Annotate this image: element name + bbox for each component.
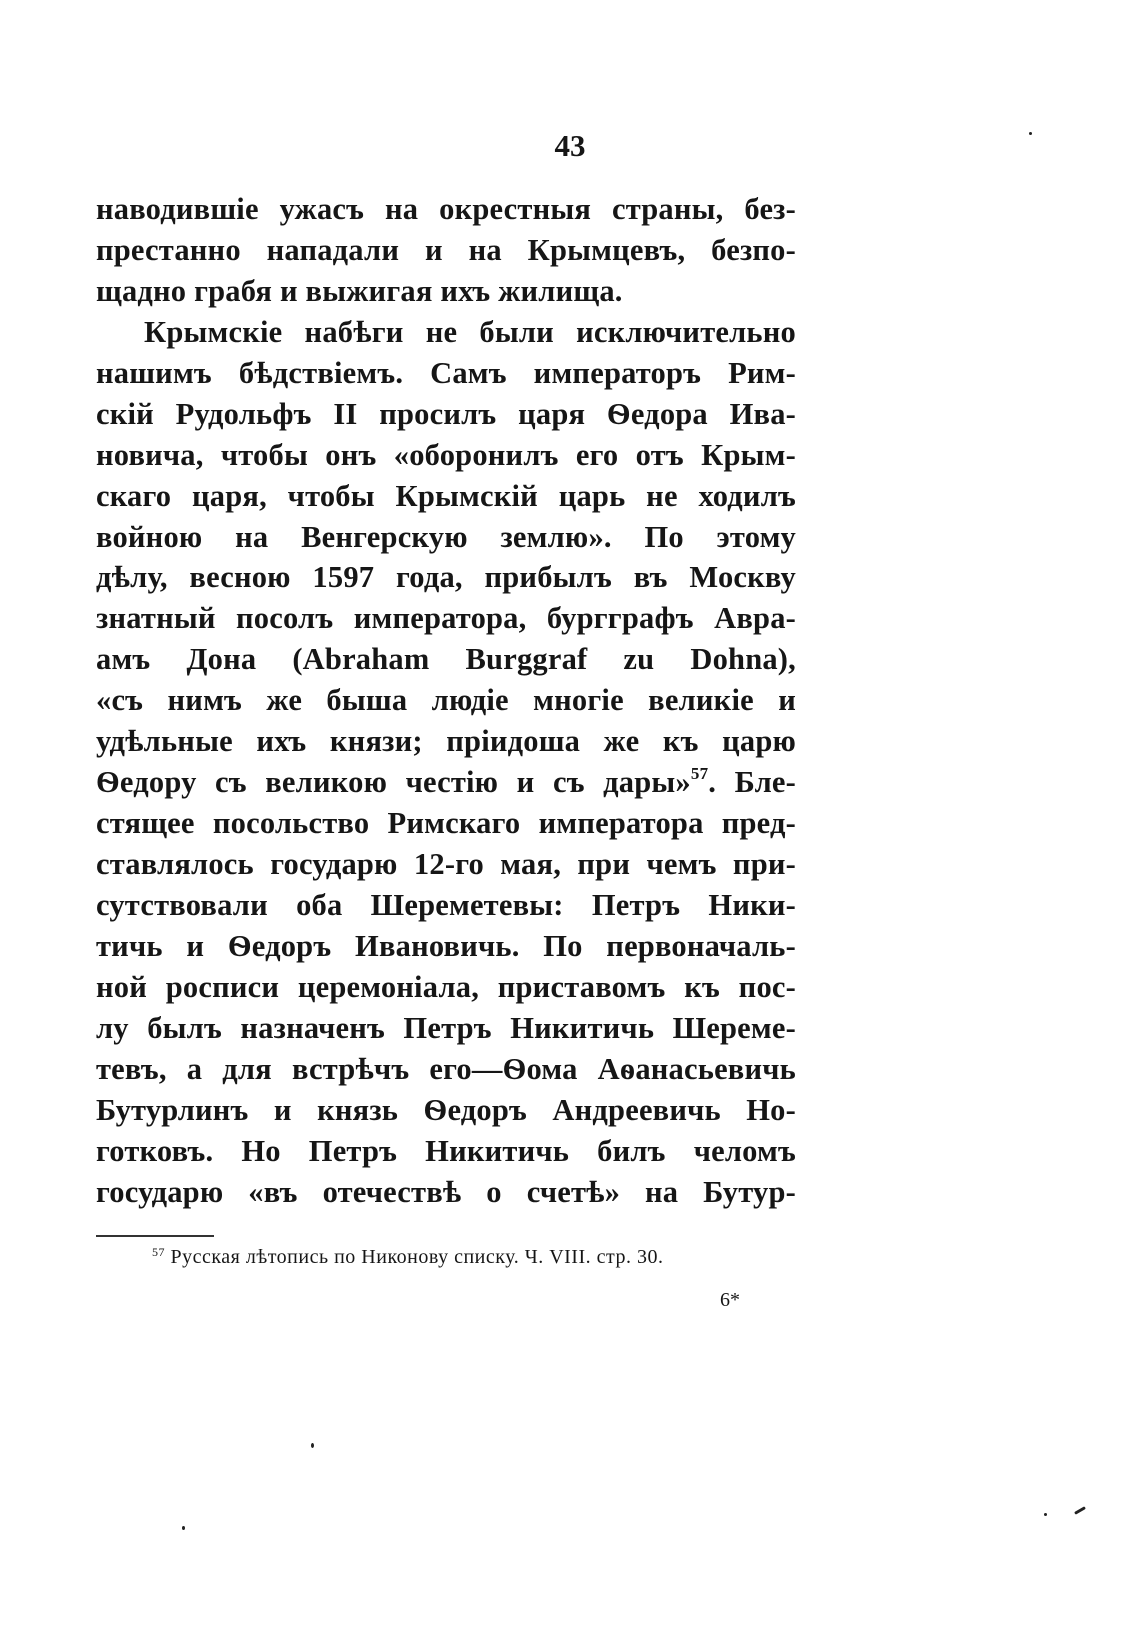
text-line: нашимъ бѣдствіемъ. Самъ императоръ Рим- <box>96 355 796 390</box>
text-line: удѣльные ихъ князи; пріидоша же къ царю <box>96 724 796 759</box>
scan-speck <box>311 1443 314 1448</box>
text-line: готковъ. Но Петръ Никитичь билъ челомъ <box>96 1133 796 1168</box>
text-line: наводившіе ужасъ на окрестныя страны, без- <box>96 192 796 226</box>
text-line: тичь и Ѳедоръ Ивановичь. По первоначаль- <box>96 928 796 963</box>
text-line: государю «въ отечествѣ о счетѣ» на Бутур- <box>96 1174 796 1209</box>
text-line: ставлялось государю 12-го мая, при чемъ при- <box>96 847 796 881</box>
text-line: «съ нимъ же быша людіе многіе великіе и <box>96 683 796 718</box>
text-fragment: Ѳедору съ великою честію и съ дары» <box>96 765 691 800</box>
scan-speck <box>1074 1506 1086 1515</box>
scan-speck <box>1029 132 1032 135</box>
footnote-number: 57 <box>152 1245 165 1259</box>
footnote-text: Русская лѣтопись по Никонову списку. Ч. VIII. стр. 30. <box>165 1246 664 1268</box>
text-line: скаго царя, чтобы Крымскій царь не ходилъ <box>96 478 796 513</box>
page-number: 43 <box>554 128 586 163</box>
text-line-with-footnote-ref <box>96 762 796 803</box>
paragraph-start-line: Крымскіе набѣги не были исключительно <box>144 314 796 349</box>
text-line: войною на Венгерскую землю». По этому <box>96 519 796 554</box>
text-fragment: . Бле- <box>708 765 796 800</box>
text-line: стящее посольство Римскаго императора пред- <box>96 806 796 841</box>
body-text <box>96 189 796 1212</box>
text-line: престанно нападали и на Крымцевъ, безпо- <box>96 232 796 267</box>
text-line: новича, чтобы онъ «оборонилъ его отъ Крым- <box>96 437 796 472</box>
text-line: лу былъ назначенъ Петръ Никитичь Шереме- <box>96 1010 796 1045</box>
text-line: щадно грабя и выжигая ихъ жилища. <box>96 273 623 308</box>
text-line: Бутурлинъ и князь Ѳедоръ Андреевичь Но- <box>96 1092 796 1127</box>
printer-signature-mark: 6* <box>720 1289 740 1311</box>
text-line: ной росписи церемоніала, приставомъ къ пос- <box>96 969 796 1004</box>
footnote-divider <box>96 1235 214 1237</box>
footnote <box>152 1246 663 1269</box>
scan-speck <box>182 1526 185 1530</box>
text-line: тевъ, а для встрѣчъ его—Ѳома Аѳанасьевичь <box>96 1051 796 1086</box>
text-line: сутствовали оба Шереметевы: Петръ Ники- <box>96 887 796 922</box>
text-line: дѣлу, весною 1597 года, прибылъ въ Москву <box>96 560 796 595</box>
text-line: знатный посолъ императора, бургграфъ Авра- <box>96 601 796 636</box>
text-line: амъ Дона (Abraham Burggraf zu Dohna), <box>96 642 796 677</box>
text-line: скій Рудольфъ II просилъ царя Ѳедора Ива- <box>96 396 796 431</box>
scan-speck <box>1044 1513 1047 1516</box>
footnote-reference: 57 <box>690 764 709 784</box>
